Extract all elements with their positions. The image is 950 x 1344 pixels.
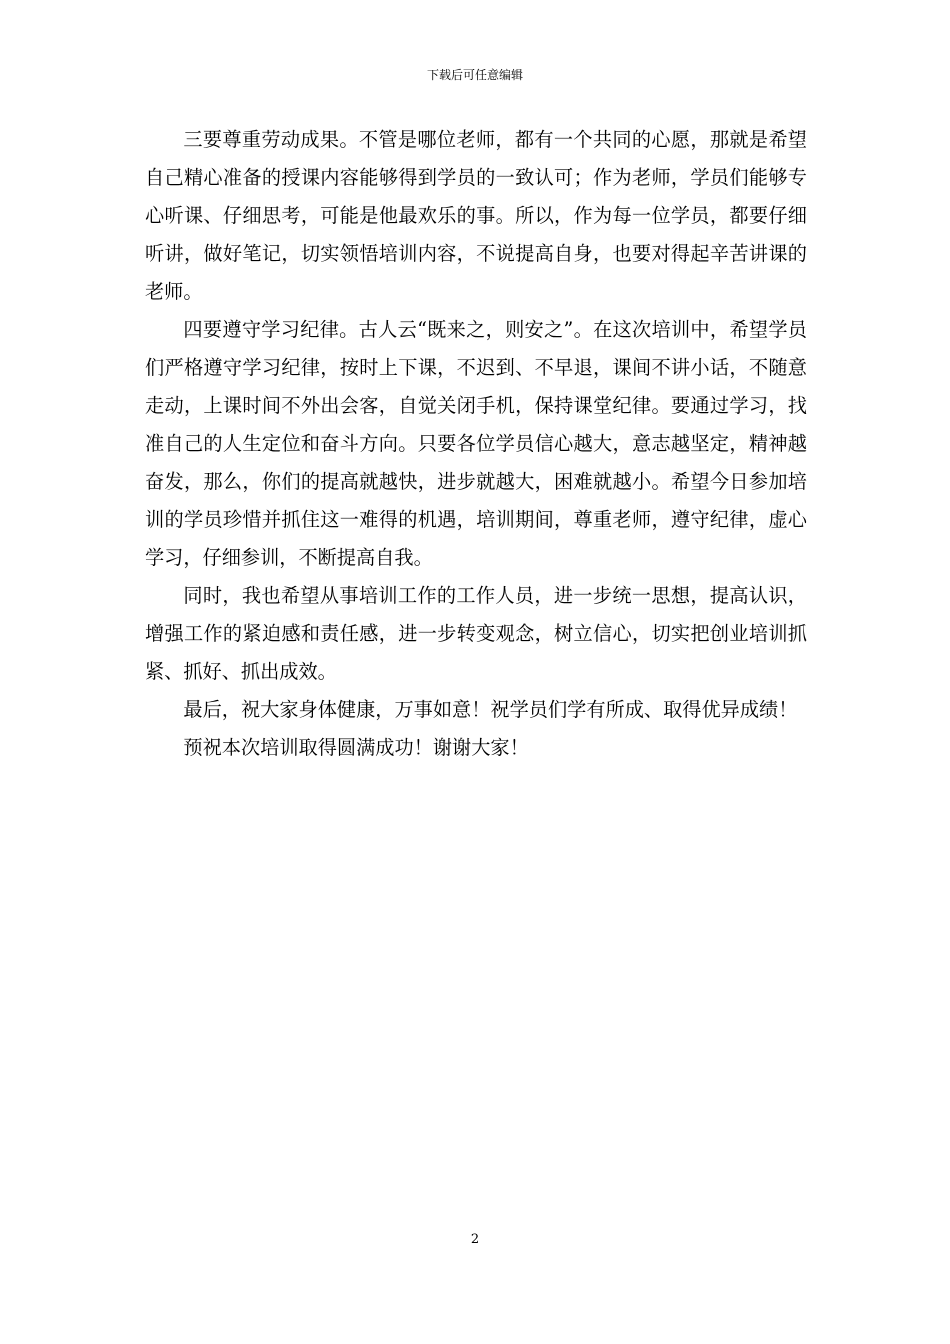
document-body xyxy=(145,121,807,767)
paragraph-closing-wishes: 最后，祝大家身体健康，万事如意！祝学员们学有所成、取得优异成绩！ xyxy=(183,698,798,721)
page-number: 2 xyxy=(470,1232,480,1247)
paragraph-closing-thanks: 预祝本次培训取得圆满成功！谢谢大家！ xyxy=(183,736,529,759)
paragraph-study-discipline: 四要遵守学习纪律。古人云“既来之，则安之”。在这次培训中，希望学员们严格遵守学习纪律，按时上下课，不迟到、不早退，课间不讲小话，不随意走动，上课时间不外出会客，自觉关闭手机，保持课堂纪律。要通过学习，找准自己的人生定位和奋斗方向。只要各位学员信心越大，意志越坚定，精神越奋发，那么，你们的提高就越快，进步就越大，困难就越小。希望今日参加培训的学员珍惜并抓住这一难得的机遇，培训期间，尊重老师，遵守纪律，虚心学习，仔细参训，不断提高自我。 xyxy=(145,318,807,569)
paragraph-respect-teaching: 三要尊重劳动成果。不管是哪位老师，都有一个共同的心愿，那就是希望自己精心准备的授课内容能够得到学员的一致认可；作为老师，学员们能够专心听课、仔细思考，可能是他最欢乐的事。所以，作为每一位学员，都要仔细听讲，做好笔记，切实领悟培训内容，不说提高自身，也要对得起辛苦讲课的老师。 xyxy=(145,128,807,303)
paragraph-staff-expectations: 同时，我也希望从事培训工作的工作人员，进一步统一思想，提高认识，增强工作的紧迫感和责任感，进一步转变观念，树立信心，切实把创业培训抓紧、抓好、抓出成效。 xyxy=(145,584,807,683)
page-header: 下载后可任意编辑 xyxy=(426,68,523,82)
